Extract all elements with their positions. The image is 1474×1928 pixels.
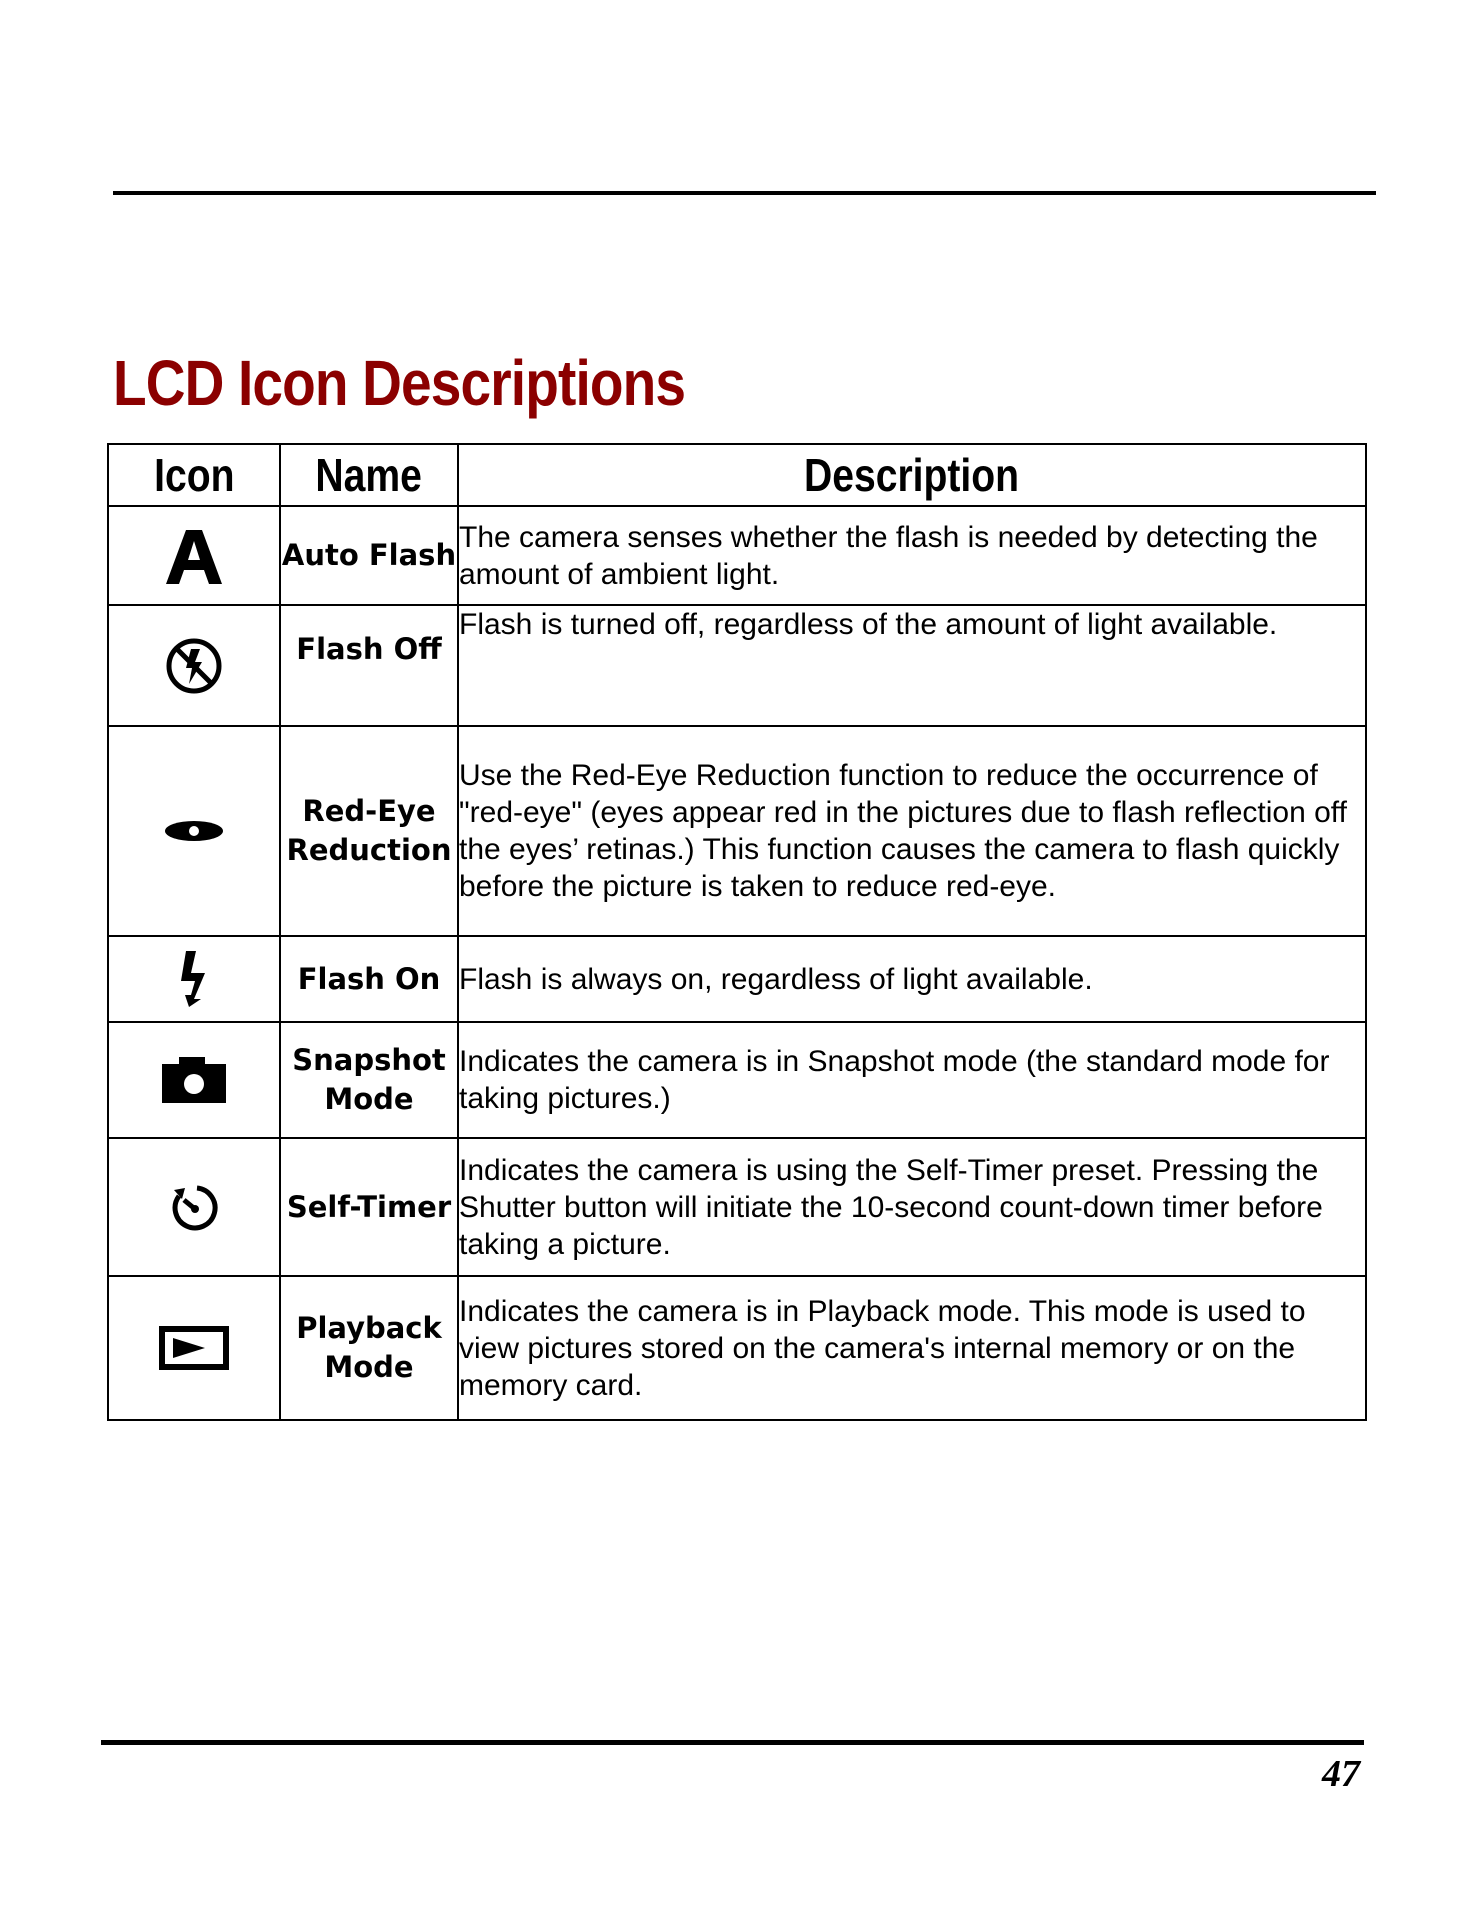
flash-on-icon bbox=[109, 949, 279, 1009]
description-cell: Indicates the camera is in Playback mode. This mode is used to view pictures stored on the camera's internal memory or on the memory card. bbox=[458, 1276, 1366, 1420]
top-rule bbox=[113, 191, 1376, 195]
icon-cell bbox=[108, 1138, 280, 1276]
name-cell: Flash Off bbox=[280, 605, 458, 726]
icon-cell bbox=[108, 936, 280, 1022]
lcd-icon-table bbox=[107, 443, 1367, 1421]
description-cell: Use the Red-Eye Reduction function to reduce the occurrence of "red-eye" (eyes appear red in the pictures due to flash reflection off the eyes’ retinas.) This function causes the camera to flash quickly before the picture is taken to reduce red-eye. bbox=[458, 726, 1366, 936]
header-icon: Icon bbox=[108, 444, 280, 506]
page-title: LCD Icon Descriptions bbox=[113, 347, 686, 419]
table-row bbox=[108, 605, 1366, 726]
camera-icon bbox=[109, 1056, 279, 1104]
table-row bbox=[108, 1276, 1366, 1420]
description-cell: Indicates the camera is in Snapshot mode (the standard mode for taking pictures.) bbox=[458, 1022, 1366, 1138]
name-cell: Red-Eye Reduction bbox=[280, 726, 458, 936]
table-row bbox=[108, 726, 1366, 936]
table-row bbox=[108, 506, 1366, 605]
description-cell: Flash is always on, regardless of light available. bbox=[458, 936, 1366, 1022]
page-number: 47 bbox=[1322, 1753, 1360, 1795]
description-cell: Flash is turned off, regardless of the amount of light available. bbox=[458, 605, 1366, 726]
table-header-row bbox=[108, 444, 1366, 506]
self-timer-icon bbox=[109, 1182, 279, 1232]
icon-cell bbox=[108, 506, 280, 605]
header-description: Description bbox=[458, 444, 1366, 506]
table-row bbox=[108, 1138, 1366, 1276]
header-name: Name bbox=[280, 444, 458, 506]
name-cell: Flash On bbox=[280, 936, 458, 1022]
red-eye-icon bbox=[109, 819, 279, 843]
auto-flash-icon bbox=[109, 526, 279, 586]
flash-off-icon bbox=[109, 636, 279, 696]
playback-icon bbox=[109, 1326, 279, 1370]
name-cell: Playback Mode bbox=[280, 1276, 458, 1420]
icon-cell bbox=[108, 726, 280, 936]
name-cell: Snapshot Mode bbox=[280, 1022, 458, 1138]
icon-cell bbox=[108, 605, 280, 726]
table-row bbox=[108, 936, 1366, 1022]
name-cell: Auto Flash bbox=[280, 506, 458, 605]
description-cell: Indicates the camera is using the Self-Timer preset. Pressing the Shutter button will initiate the 10-second count-down timer before taking a picture. bbox=[458, 1138, 1366, 1276]
icon-cell bbox=[108, 1276, 280, 1420]
name-cell: Self-Timer bbox=[280, 1138, 458, 1276]
icon-cell bbox=[108, 1022, 280, 1138]
bottom-rule bbox=[101, 1740, 1364, 1745]
description-cell: The camera senses whether the flash is needed by detecting the amount of ambient light. bbox=[458, 506, 1366, 605]
table-row bbox=[108, 1022, 1366, 1138]
